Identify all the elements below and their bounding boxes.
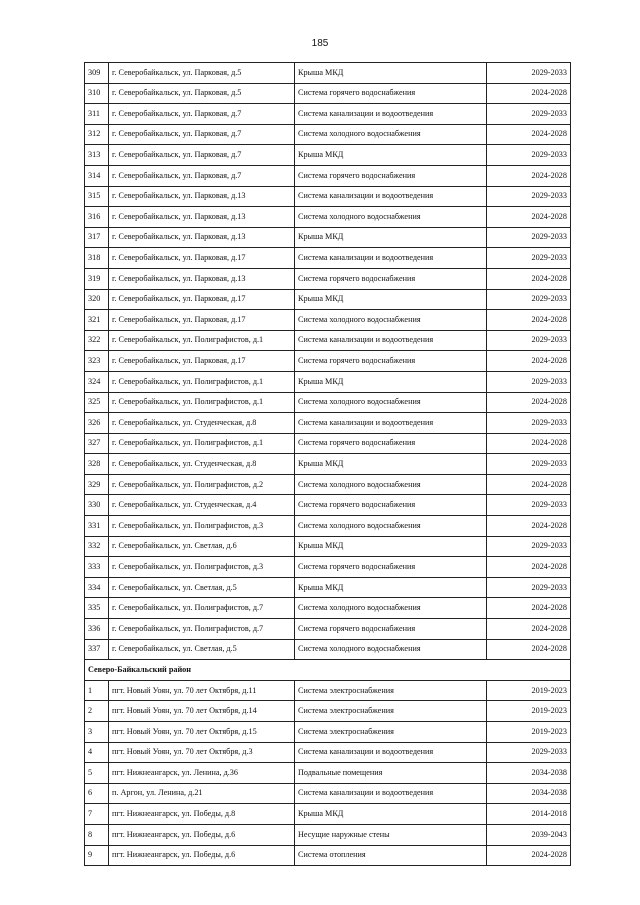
cell-work-type: Система горячего водоснабжения	[295, 83, 487, 104]
cell-work-type: Система горячего водоснабжения	[295, 268, 487, 289]
cell-address: г. Северобайкальск, ул. Парковая, д.7	[109, 104, 295, 125]
table-row	[85, 577, 571, 598]
cell-number: 335	[85, 598, 109, 619]
table-row	[85, 207, 571, 228]
cell-number: 315	[85, 186, 109, 207]
table-row	[85, 742, 571, 763]
cell-address: г. Северобайкальск, ул. Студенческая, д.8	[109, 454, 295, 475]
cell-number: 332	[85, 536, 109, 557]
cell-address: г. Северобайкальск, ул. Парковая, д.5	[109, 63, 295, 84]
table-row	[85, 330, 571, 351]
cell-period: 2019-2023	[487, 722, 571, 743]
section-title: Северо-Байкальский район	[85, 660, 571, 681]
cell-number: 314	[85, 165, 109, 186]
cell-address: г. Северобайкальск, ул. Светлая, д.5	[109, 577, 295, 598]
cell-work-type: Система горячего водоснабжения	[295, 165, 487, 186]
cell-address: г. Северобайкальск, ул. Парковая, д.17	[109, 351, 295, 372]
cell-number: 2	[85, 701, 109, 722]
table-row	[85, 639, 571, 660]
cell-number: 319	[85, 268, 109, 289]
cell-address: г. Северобайкальск, ул. Полиграфистов, д.3	[109, 557, 295, 578]
cell-address: г. Северобайкальск, ул. Полиграфистов, д.7	[109, 619, 295, 640]
cell-period: 2019-2023	[487, 701, 571, 722]
cell-period: 2014-2018	[487, 804, 571, 825]
cell-address: г. Северобайкальск, ул. Полиграфистов, д.2	[109, 474, 295, 495]
cell-work-type: Система канализации и водоотведения	[295, 330, 487, 351]
cell-address: г. Северобайкальск, ул. Полиграфистов, д.1	[109, 330, 295, 351]
cell-address: г. Северобайкальск, ул. Полиграфистов, д.3	[109, 516, 295, 537]
cell-work-type: Крыша МКД	[295, 371, 487, 392]
cell-address: г. Северобайкальск, ул. Парковая, д.13	[109, 268, 295, 289]
table-row	[85, 433, 571, 454]
cell-address: пгт. Новый Уоян, ул. 70 лет Октября, д.15	[109, 722, 295, 743]
cell-period: 2024-2028	[487, 392, 571, 413]
table-row	[85, 104, 571, 125]
cell-number: 334	[85, 577, 109, 598]
cell-number: 6	[85, 783, 109, 804]
cell-work-type: Крыша МКД	[295, 63, 487, 84]
table-row	[85, 371, 571, 392]
cell-period: 2019-2023	[487, 680, 571, 701]
cell-address: пгт. Новый Уоян, ул. 70 лет Октября, д.3	[109, 742, 295, 763]
cell-work-type: Система холодного водоснабжения	[295, 516, 487, 537]
cell-work-type: Подвальные помещения	[295, 763, 487, 784]
cell-number: 313	[85, 145, 109, 166]
cell-address: г. Северобайкальск, ул. Светлая, д.5	[109, 639, 295, 660]
cell-number: 5	[85, 763, 109, 784]
cell-work-type: Система холодного водоснабжения	[295, 598, 487, 619]
cell-number: 311	[85, 104, 109, 125]
page-number: 185	[311, 38, 329, 49]
cell-address: г. Северобайкальск, ул. Парковая, д.7	[109, 165, 295, 186]
table-row	[85, 124, 571, 145]
cell-address: г. Северобайкальск, ул. Парковая, д.7	[109, 124, 295, 145]
cell-number: 320	[85, 289, 109, 310]
cell-address: г. Северобайкальск, ул. Парковая, д.17	[109, 310, 295, 331]
cell-address: пгт. Новый Уоян, ул. 70 лет Октября, д.11	[109, 680, 295, 701]
cell-number: 330	[85, 495, 109, 516]
cell-period: 2034-2038	[487, 763, 571, 784]
cell-period: 2024-2028	[487, 124, 571, 145]
table-row	[85, 557, 571, 578]
cell-number: 326	[85, 413, 109, 434]
cell-work-type: Крыша МКД	[295, 145, 487, 166]
table-row	[85, 722, 571, 743]
cell-number: 310	[85, 83, 109, 104]
table-row	[85, 248, 571, 269]
cell-period: 2024-2028	[487, 474, 571, 495]
cell-period: 2029-2033	[487, 186, 571, 207]
cell-period: 2029-2033	[487, 104, 571, 125]
cell-period: 2024-2028	[487, 598, 571, 619]
cell-period: 2024-2028	[487, 433, 571, 454]
table-row	[85, 680, 571, 701]
cell-work-type: Система канализации и водоотведения	[295, 413, 487, 434]
table-row	[85, 804, 571, 825]
cell-number: 323	[85, 351, 109, 372]
cell-work-type: Система электроснабжения	[295, 701, 487, 722]
cell-number: 318	[85, 248, 109, 269]
cell-number: 325	[85, 392, 109, 413]
cell-number: 1	[85, 680, 109, 701]
table-row	[85, 310, 571, 331]
cell-work-type: Крыша МКД	[295, 536, 487, 557]
cell-number: 329	[85, 474, 109, 495]
cell-address: г. Северобайкальск, ул. Парковая, д.5	[109, 83, 295, 104]
cell-work-type: Система электроснабжения	[295, 680, 487, 701]
cell-period: 2029-2033	[487, 330, 571, 351]
cell-address: г. Северобайкальск, ул. Полиграфистов, д.1	[109, 392, 295, 413]
cell-period: 2024-2028	[487, 557, 571, 578]
table-row	[85, 495, 571, 516]
table-row	[85, 413, 571, 434]
cell-period: 2029-2033	[487, 577, 571, 598]
table-row	[85, 268, 571, 289]
cell-work-type: Система горячего водоснабжения	[295, 351, 487, 372]
cell-number: 9	[85, 845, 109, 866]
table-row	[85, 454, 571, 475]
cell-work-type: Крыша МКД	[295, 289, 487, 310]
cell-period: 2024-2028	[487, 207, 571, 228]
cell-number: 336	[85, 619, 109, 640]
cell-work-type: Система горячего водоснабжения	[295, 557, 487, 578]
cell-work-type: Система канализации и водоотведения	[295, 104, 487, 125]
cell-address: г. Северобайкальск, ул. Парковая, д.7	[109, 145, 295, 166]
cell-period: 2029-2033	[487, 371, 571, 392]
cell-work-type: Система холодного водоснабжения	[295, 207, 487, 228]
cell-period: 2024-2028	[487, 639, 571, 660]
cell-address: пгт. Нижнеангарск, ул. Победы, д.8	[109, 804, 295, 825]
cell-work-type: Крыша МКД	[295, 577, 487, 598]
cell-work-type: Несущие наружные стены	[295, 824, 487, 845]
table-row	[85, 783, 571, 804]
cell-work-type: Система холодного водоснабжения	[295, 310, 487, 331]
cell-period: 2024-2028	[487, 165, 571, 186]
cell-address: пгт. Нижнеангарск, ул. Ленина, д.36	[109, 763, 295, 784]
cell-number: 324	[85, 371, 109, 392]
table-row	[85, 536, 571, 557]
repair-schedule-table	[84, 62, 571, 866]
table-row	[85, 763, 571, 784]
cell-period: 2029-2033	[487, 289, 571, 310]
cell-number: 8	[85, 824, 109, 845]
cell-address: г. Северобайкальск, ул. Светлая, д.6	[109, 536, 295, 557]
cell-number: 3	[85, 722, 109, 743]
cell-period: 2024-2028	[487, 83, 571, 104]
cell-period: 2029-2033	[487, 742, 571, 763]
cell-number: 328	[85, 454, 109, 475]
cell-number: 331	[85, 516, 109, 537]
cell-period: 2029-2033	[487, 63, 571, 84]
cell-address: г. Северобайкальск, ул. Полиграфистов, д.7	[109, 598, 295, 619]
cell-period: 2024-2028	[487, 845, 571, 866]
section-header-row	[85, 660, 571, 681]
table-row	[85, 598, 571, 619]
cell-number: 4	[85, 742, 109, 763]
cell-period: 2029-2033	[487, 145, 571, 166]
cell-period: 2024-2028	[487, 516, 571, 537]
cell-number: 322	[85, 330, 109, 351]
cell-address: г. Северобайкальск, ул. Студенческая, д.4	[109, 495, 295, 516]
cell-period: 2034-2038	[487, 783, 571, 804]
table-body	[85, 63, 571, 866]
table-row	[85, 165, 571, 186]
cell-address: г. Северобайкальск, ул. Полиграфистов, д.1	[109, 371, 295, 392]
cell-work-type: Система холодного водоснабжения	[295, 474, 487, 495]
cell-number: 316	[85, 207, 109, 228]
table-row	[85, 186, 571, 207]
cell-address: г. Северобайкальск, ул. Полиграфистов, д.1	[109, 433, 295, 454]
table-row	[85, 227, 571, 248]
cell-number: 333	[85, 557, 109, 578]
cell-address: г. Северобайкальск, ул. Студенческая, д.8	[109, 413, 295, 434]
cell-work-type: Система канализации и водоотведения	[295, 248, 487, 269]
table-row	[85, 701, 571, 722]
cell-number: 327	[85, 433, 109, 454]
cell-address: г. Северобайкальск, ул. Парковая, д.13	[109, 186, 295, 207]
cell-period: 2024-2028	[487, 310, 571, 331]
table-row	[85, 83, 571, 104]
cell-period: 2039-2043	[487, 824, 571, 845]
table-row	[85, 289, 571, 310]
cell-work-type: Система холодного водоснабжения	[295, 124, 487, 145]
cell-work-type: Система горячего водоснабжения	[295, 619, 487, 640]
cell-address: г. Северобайкальск, ул. Парковая, д.13	[109, 207, 295, 228]
cell-address: г. Северобайкальск, ул. Парковая, д.17	[109, 248, 295, 269]
cell-address: пгт. Новый Уоян, ул. 70 лет Октября, д.14	[109, 701, 295, 722]
table-row	[85, 845, 571, 866]
cell-number: 317	[85, 227, 109, 248]
cell-period: 2029-2033	[487, 413, 571, 434]
cell-work-type: Система отопления	[295, 845, 487, 866]
cell-address: г. Северобайкальск, ул. Парковая, д.13	[109, 227, 295, 248]
cell-work-type: Система горячего водоснабжения	[295, 495, 487, 516]
cell-address: г. Северобайкальск, ул. Парковая, д.17	[109, 289, 295, 310]
cell-number: 337	[85, 639, 109, 660]
table-row	[85, 824, 571, 845]
cell-work-type: Система холодного водоснабжения	[295, 639, 487, 660]
cell-work-type: Крыша МКД	[295, 804, 487, 825]
cell-period: 2029-2033	[487, 495, 571, 516]
cell-work-type: Система электроснабжения	[295, 722, 487, 743]
cell-work-type: Крыша МКД	[295, 227, 487, 248]
cell-work-type: Система холодного водоснабжения	[295, 392, 487, 413]
table-row	[85, 63, 571, 84]
cell-number: 309	[85, 63, 109, 84]
cell-work-type: Система канализации и водоотведения	[295, 742, 487, 763]
table-row	[85, 516, 571, 537]
cell-period: 2029-2033	[487, 454, 571, 475]
cell-address: п. Аргон, ул. Ленина, д.21	[109, 783, 295, 804]
table-row	[85, 619, 571, 640]
cell-period: 2029-2033	[487, 248, 571, 269]
cell-period: 2024-2028	[487, 268, 571, 289]
table-row	[85, 145, 571, 166]
table-row	[85, 474, 571, 495]
cell-work-type: Крыша МКД	[295, 454, 487, 475]
cell-work-type: Система канализации и водоотведения	[295, 186, 487, 207]
cell-address: пгт. Нижнеангарск, ул. Победы, д.6	[109, 824, 295, 845]
cell-number: 321	[85, 310, 109, 331]
table-row	[85, 351, 571, 372]
cell-address: пгт. Нижнеангарск, ул. Победы, д.6	[109, 845, 295, 866]
cell-period: 2024-2028	[487, 351, 571, 372]
table-row	[85, 392, 571, 413]
cell-work-type: Система канализации и водоотведения	[295, 783, 487, 804]
cell-work-type: Система горячего водоснабжения	[295, 433, 487, 454]
cell-number: 7	[85, 804, 109, 825]
cell-period: 2029-2033	[487, 536, 571, 557]
cell-period: 2029-2033	[487, 227, 571, 248]
cell-period: 2024-2028	[487, 619, 571, 640]
cell-number: 312	[85, 124, 109, 145]
